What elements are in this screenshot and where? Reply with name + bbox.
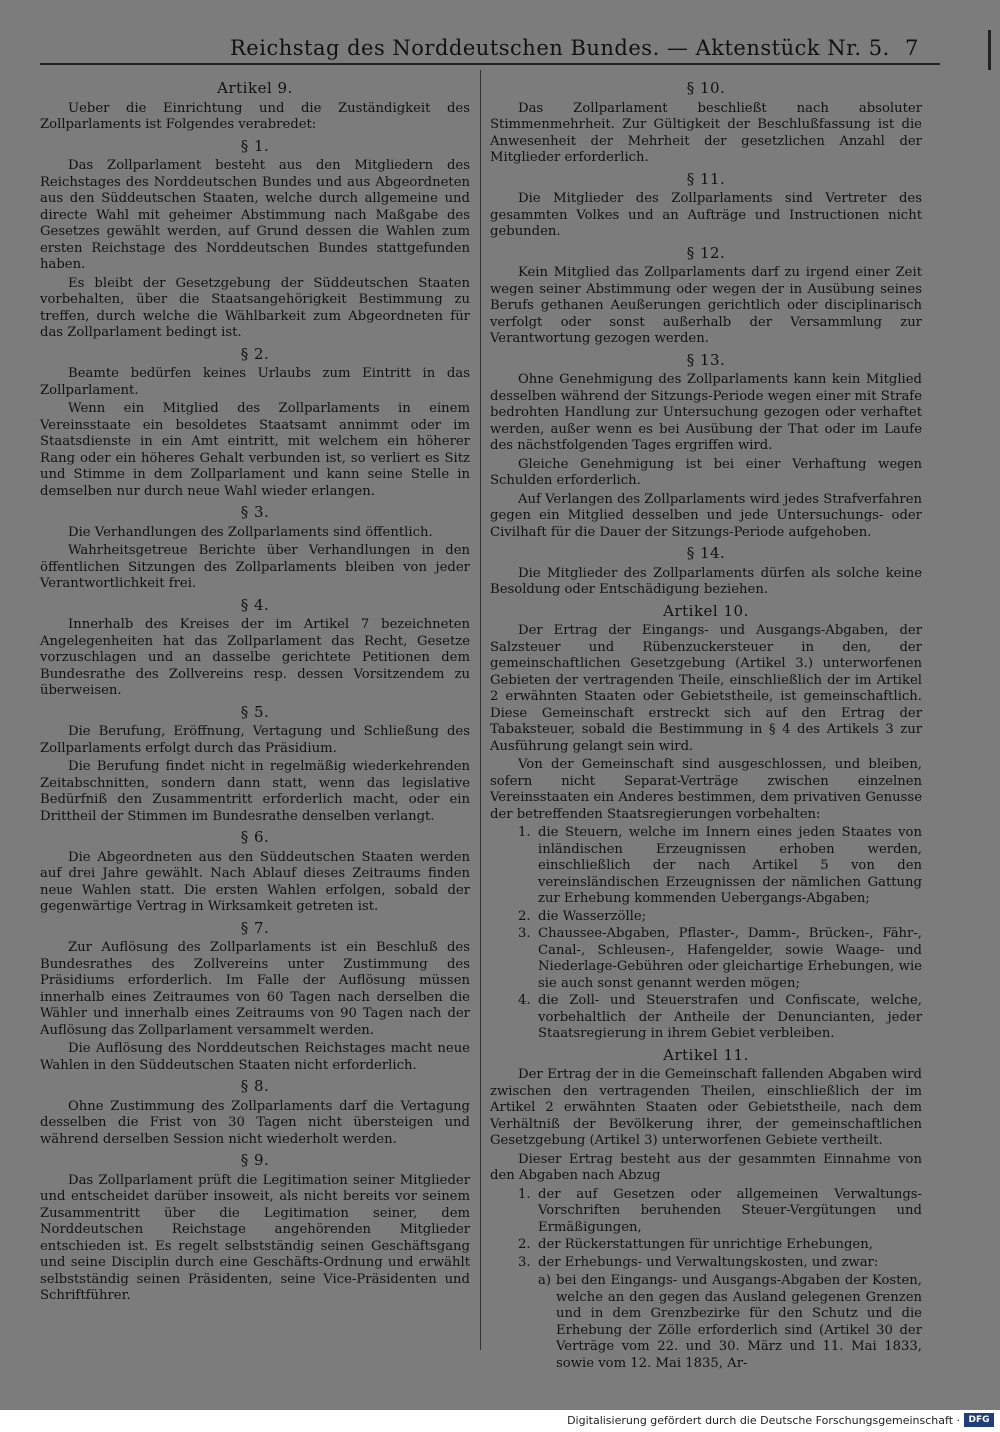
enumeration [490, 1187, 922, 1272]
paragraph: Zur Auflösung des Zollparlaments ist ein Beschluß des Bundesrathes des Zollvereins unter Zustimmung des Präsidiums erforderlich. Im Falle der Auflösung müssen innerhalb eines Zeitraumes von 60 Tagen nach derselben die Wähler und innerhalb eines Zeitraums von 90 Tagen nach der Auflösung das Zollparlament versammelt werden. [40, 940, 470, 1038]
list-item [490, 909, 922, 926]
section-heading: § 2. [240, 344, 270, 363]
paragraph: Die Mitglieder des Zollparlaments sind Vertreter des gesammten Volkes und an Aufträge und Instructionen nicht gebunden. [490, 191, 922, 239]
left-column [40, 76, 470, 1307]
list-item-number: 3. [518, 926, 531, 941]
paragraph: Die Berufung, Eröffnung, Vertagung und Schließung des Zollparlaments erfolgt durch das Präsidium. [40, 724, 470, 756]
list-item-text: die Wasserzölle; [538, 908, 647, 924]
paragraph: Die Abgeordneten aus den Süddeutschen Staaten werden auf drei Jahre gewählt. Nach Ablauf dieses Zeitraums finden neue Wahlen statt. Die ersten Wahlen erfolgen, sobald der gegenwärtige Vertrag in Wirksamkeit getreten ist. [40, 849, 470, 914]
enumeration [490, 825, 922, 1043]
list-item-text: die Zoll- und Steuerstrafen und Confiscate, welche, vorbehaltlich der Antheile der Denuncianten, jeder Staatsregierung in ihrem Gebiet verbleiben. [538, 993, 922, 1041]
paragraph: Ohne Genehmigung des Zollparlaments kann kein Mitglied desselben während der Sitzungs-Periode wegen einer mit Strafe bedrohten Handlung zur Untersuchung gezogen oder verhaftet werden, außer wenn es bei Ausübung der That oder im Laufe des nächstfolgenden Tages ergriffen wird. [490, 372, 922, 453]
list-item [490, 825, 922, 908]
paragraph: Auf Verlangen des Zollparlaments wird jedes Strafverfahren gegen ein Mitglied desselben und jede Untersuchungs- oder Civilhaft für die Dauer der Sitzungs-Periode aufgehoben. [490, 491, 922, 540]
header-rule [40, 63, 940, 65]
paragraph: Beamte bedürfen keines Urlaubs zum Eintritt in das Zollparlament. [40, 366, 470, 398]
running-title: Reichstag des Norddeutschen Bundes. — Aktenstück Nr. 5. [230, 36, 890, 60]
section-heading: § 9. [240, 1151, 270, 1169]
section-heading: § 1. [240, 136, 270, 155]
section-heading: § 4. [240, 595, 270, 614]
list-item-number: 1. [518, 1186, 531, 1202]
section-heading: Artikel 10. [663, 601, 749, 620]
list-item [490, 926, 922, 992]
footer-credit: Digitalisierung gefördert durch die Deutsche Forschungsgemeinschaft · [567, 1414, 960, 1427]
paragraph: Wahrheitsgetreue Berichte über Verhandlungen in den öffentlichen Sitzungen des Zollparlaments bleiben von jeder Verantwortlichkeit frei. [40, 543, 470, 591]
list-item-text: der Erhebungs- und Verwaltungskosten, und zwar: [538, 1254, 879, 1270]
paragraph: Die Mitglieder des Zollparlaments dürfen als solche keine Besoldung oder Entschädigung beziehen. [490, 565, 922, 597]
paragraph: Ohne Zustimmung des Zollparlaments darf die Vertagung desselben die Frist von 30 Tagen nicht übersteigen und während derselben Session nicht wiederholt werden. [40, 1098, 470, 1147]
page-header [0, 0, 1000, 70]
paragraph: Ueber die Einrichtung und die Zuständigkeit des Zollparlaments ist Folgendes verabredet: [40, 100, 470, 132]
section-heading: § 10. [686, 79, 726, 97]
paragraph: Wenn ein Mitglied des Zollparlaments in einem Vereinsstaate ein besoldetes Staatsamt annimmt oder im Staatsdienste in ein Amt eintritt, mit welchem ein höherer Rang oder ein höheres Gehalt verbunden ist, so verliert es Sitz und Stimme in dem Zollparlament und kann seine Stelle in demselben nur durch neue Wahl wieder erlangen. [40, 401, 470, 499]
list-item-text: bei den Eingangs- und Ausgangs-Abgaben der Kosten, welche an den gegen das Ausland gelegenen Grenzen und in dem Grenzbezirke für den Schutz und die Erhebung der Zölle erforderlich sind (Artikel 30 der Verträge vom 22. und 30. März und 11. Mai 1833, sowie vom 12. Mai 1835, Ar- [556, 1273, 922, 1371]
list-item-number: 2. [518, 908, 531, 924]
list-item-number: 2. [518, 1237, 531, 1252]
paragraph: Der Ertrag der Eingangs- und Ausgangs-Abgaben, der Salzsteuer und Rübenzuckersteuer in den, der gemeinschaftlichen Gesetzgebung (Artikel 3.) unterworfenen Gebieten der vertragenden Theile, einschließlich der im Artikel 2 erwähnten Staaten oder Gebietstheile, ist gemeinschaftlich. Diese Gemeinschaft erstreckt sich auf den Ertrag der Tabaksteuer, sobald die Bestimmung in § 4 des Artikels 3 zur Ausführung gelangt sein wird. [490, 623, 922, 754]
list-item-text: der Rückerstattungen für unrichtige Erhebungen, [538, 1237, 873, 1252]
section-heading: § 8. [240, 1077, 270, 1095]
section-heading: § 12. [686, 243, 726, 262]
column-divider [480, 70, 481, 1350]
section-heading: § 14. [686, 544, 726, 562]
page-edge-mark [988, 30, 991, 70]
section-heading: § 7. [240, 918, 270, 937]
paragraph: Die Verhandlungen des Zollparlaments sind öffentlich. [68, 524, 433, 540]
paragraph: Das Zollparlament beschließt nach absoluter Stimmenmehrheit. Zur Gültigkeit der Beschlußfassung ist die Anwesenheit der Mehrheit der gesetzlichen Anzahl der Mitglieder erforderlich. [490, 100, 922, 165]
section-heading: Artikel 9. [217, 79, 293, 97]
paragraph: Dieser Ertrag besteht aus der gesammten Einnahme von den Abgaben nach Abzug [490, 1151, 922, 1183]
list-item [490, 1255, 922, 1272]
section-heading: § 6. [240, 828, 270, 846]
list-item-number: a) [538, 1273, 552, 1288]
paragraph: Die Berufung findet nicht in regelmäßig wiederkehrenden Zeitabschnitten, sondern dann statt, wenn das legislative Bedürfniß den Zusammentritt erforderlich macht, oder ein Drittheil der Stimmen im Bundesrathe denselben verlangt. [40, 759, 470, 824]
right-column [490, 76, 922, 1374]
list-item-number: 4. [518, 993, 531, 1008]
digitization-footer [0, 1410, 1000, 1432]
list-item [490, 1187, 922, 1237]
paragraph: Der Ertrag der in die Gemeinschaft fallenden Abgaben wird zwischen den vertragenden Theilen, einschließlich der im Artikel 2 erwähnten Staaten oder Gebietstheile, nach dem Verhältniß der Bevölkerung ihrer, der gemeinschaftlichen Gesetzgebung (Artikel 3) unterworfenen Gebiete vertheilt. [490, 1067, 922, 1148]
page-number: 7 [905, 36, 919, 60]
paragraph: Gleiche Genehmigung ist bei einer Verhaftung wegen Schulden erforderlich. [490, 456, 922, 488]
list-item [490, 1273, 922, 1372]
paragraph: Das Zollparlament besteht aus den Mitgliedern des Reichstages des Norddeutschen Bundes und aus Abgeordneten aus den Süddeutschen Staaten, welche durch allgemeine und directe Wahl mit geheimer Abstimmung nach Maßgabe des Gesetzes gewählt werden, auf Grund dessen die Wahlen zum ersten Reichstage des Norddeutschen Bundes stattgefunden haben. [40, 158, 470, 272]
list-item [490, 1237, 922, 1254]
paragraph: Kein Mitglied das Zollparlaments darf zu irgend einer Zeit wegen seiner Abstimmung oder wegen der in Ausübung seines Berufs gethanen Aeußerungen gerichtlich oder disciplinarisch verfolgt oder sonst außerhalb der Versammlung zur Verantwortung gezogen werden. [490, 265, 922, 346]
paragraph: Das Zollparlament prüft die Legitimation seiner Mitglieder und entscheidet darüber insoweit, als nicht bereits vor seinem Zusammentritt über die Legitimation seiner, dem Norddeutschen Reichstage angehörenden Mitglieder entschieden ist. Es regelt selbstständig seinen Geschäftsgang und seine Disciplin durch eine Geschäfts-Ordnung und erwählt selbstständig seinen Präsidenten, seine Vice-Präsidenten und Schriftführer. [40, 1172, 470, 1303]
paragraph: Es bleibt der Gesetzgebung der Süddeutschen Staaten vorbehalten, über die Staatsangehörigkeit Bestimmung zu treffen, durch welche die Wählbarkeit zum Abgeordneten für das Zollparlament bedingt ist. [40, 275, 470, 340]
list-item-number: 3. [518, 1254, 531, 1270]
list-item-text: der auf Gesetzen oder allgemeinen Verwaltungs-Vorschriften beruhenden Steuer-Vergütungen und Ermäßigungen, [538, 1186, 922, 1235]
section-heading: § 11. [686, 169, 726, 188]
section-heading: Artikel 11. [663, 1045, 749, 1064]
section-heading: § 5. [240, 702, 270, 721]
paragraph: Innerhalb des Kreises der im Artikel 7 bezeichneten Angelegenheiten hat das Zollparlament das Recht, Gesetze vorzuschlagen und an dasselbe gerichtete Petitionen dem Bundesrathe des Zollvereins resp. dessen Vorsitzendem zu überweisen. [40, 617, 470, 698]
paragraph: Die Auflösung des Norddeutschen Reichstages macht neue Wahlen in den Süddeutschen Staaten nicht erforderlich. [40, 1041, 470, 1073]
paragraph: Von der Gemeinschaft sind ausgeschlossen, und bleiben, sofern nicht Separat-Verträge zwischen einzelnen Vereinsstaaten ein Anderes bestimmen, dem privativen Genusse der betreffenden Staatsregierungen vorbehalten: [490, 757, 922, 822]
list-item-text: Chaussee-Abgaben, Pflaster-, Damm-, Brücken-, Fähr-, Canal-, Schleusen-, Hafengelder, sowie Waage- und Niederlage-Gebühren oder gleichartige Erhebungen, wie sie auch sonst genannt werden mögen; [538, 926, 922, 991]
list-item-text: die Steuern, welche im Innern eines jeden Staates von inländischen Erzeugnissen erhoben werden, einschließlich der nach Artikel 5 von den vereinsländischen Erzeugnissen der nämlichen Gattung zur Erhebung kommenden Uebergangs-Abgaben; [538, 825, 922, 906]
section-heading: § 3. [240, 503, 270, 521]
list-item-number: 1. [518, 825, 531, 840]
list-item [490, 993, 922, 1043]
sub-enumeration [490, 1273, 922, 1372]
dfg-logo: DFG [964, 1413, 994, 1427]
section-heading: § 13. [686, 350, 726, 369]
